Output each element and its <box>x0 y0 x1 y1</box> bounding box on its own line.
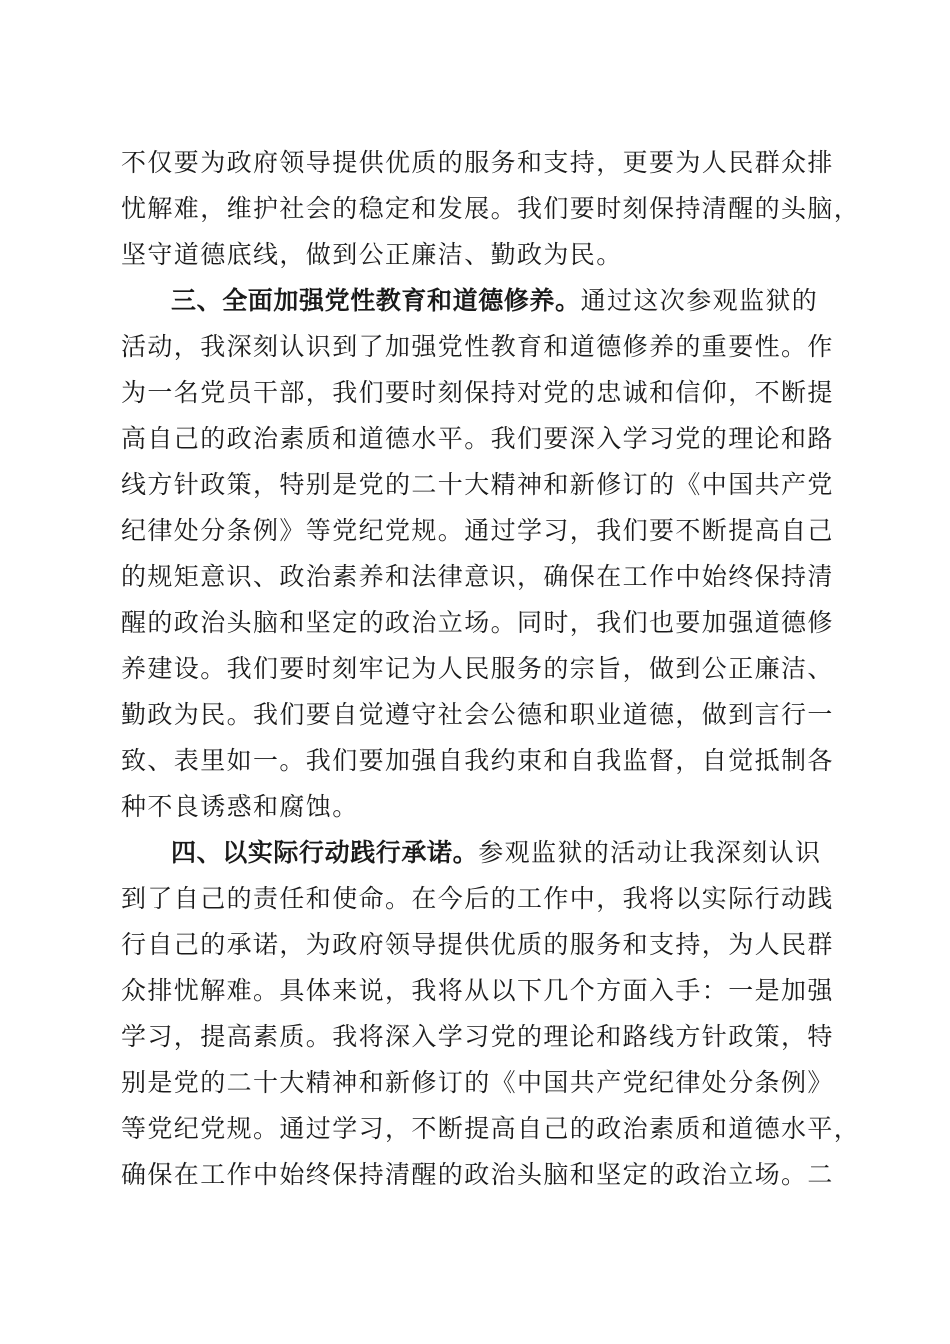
text-line <box>121 830 841 876</box>
paragraph-section-four <box>121 830 861 1198</box>
text-run: 参观监狱的活动让我深刻认识 <box>478 838 822 867</box>
text-line: 勤政为民。我们要自觉遵守社会公德和职业道德，做到言行一 <box>121 700 834 729</box>
text-line: 忧解难，维护社会的稳定和发展。我们要时刻保持清醒的头脑， <box>121 194 861 223</box>
text-line: 学习，提高素质。我将深入学习党的理论和路线方针政策，特 <box>121 1022 834 1051</box>
text-line: 醒的政治头脑和坚定的政治立场。同时，我们也要加强道德修 <box>121 608 834 637</box>
section-heading: 四、以实际行动践行承诺。 <box>171 838 479 867</box>
text-line: 为一名党员干部，我们要时刻保持对党的忠诚和信仰，不断提 <box>121 378 834 407</box>
text-line: 养建设。我们要时刻牢记为人民服务的宗旨，做到公正廉洁、 <box>121 654 834 683</box>
text-line: 的规矩意识、政治素养和法律意识，确保在工作中始终保持清 <box>121 562 834 591</box>
text-run: 通过这次参观监狱的 <box>580 286 819 315</box>
text-line: 线方针政策，特别是党的二十大精神和新修订的《中国共产党 <box>121 470 834 499</box>
text-line <box>121 278 841 324</box>
text-line: 等党纪党规。通过学习，不断提高自己的政治素质和道德水平， <box>121 1114 861 1143</box>
text-line: 高自己的政治素质和道德水平。我们要深入学习党的理论和路 <box>121 424 834 453</box>
text-line: 种不良诱惑和腐蚀。 <box>121 792 359 821</box>
text-line: 纪律处分条例》等党纪党规。通过学习，我们要不断提高自己 <box>121 516 834 545</box>
text-line: 坚守道德底线，做到公正廉洁、勤政为民。 <box>121 240 623 269</box>
text-line: 确保在工作中始终保持清醒的政治头脑和坚定的政治立场。二 <box>121 1160 834 1189</box>
body-text <box>121 140 861 1198</box>
section-heading: 三、全面加强党性教育和道德修养。 <box>171 286 581 315</box>
paragraph-continuation <box>121 140 861 278</box>
text-line: 不仅要为政府领导提供优质的服务和支持，更要为人民群众排 <box>121 148 834 177</box>
text-line: 致、表里如一。我们要加强自我约束和自我监督，自觉抵制各 <box>121 746 834 775</box>
text-line: 行自己的承诺，为政府领导提供优质的服务和支持，为人民群 <box>121 930 834 959</box>
text-line: 到了自己的责任和使命。在今后的工作中，我将以实际行动践 <box>121 884 834 913</box>
text-line: 别是党的二十大精神和新修订的《中国共产党纪律处分条例》 <box>121 1068 834 1097</box>
paragraph-section-three <box>121 278 841 830</box>
text-line: 众排忧解难。具体来说，我将从以下几个方面入手：一是加强 <box>121 976 834 1005</box>
text-line: 活动，我深刻认识到了加强党性教育和道德修养的重要性。作 <box>121 332 834 361</box>
